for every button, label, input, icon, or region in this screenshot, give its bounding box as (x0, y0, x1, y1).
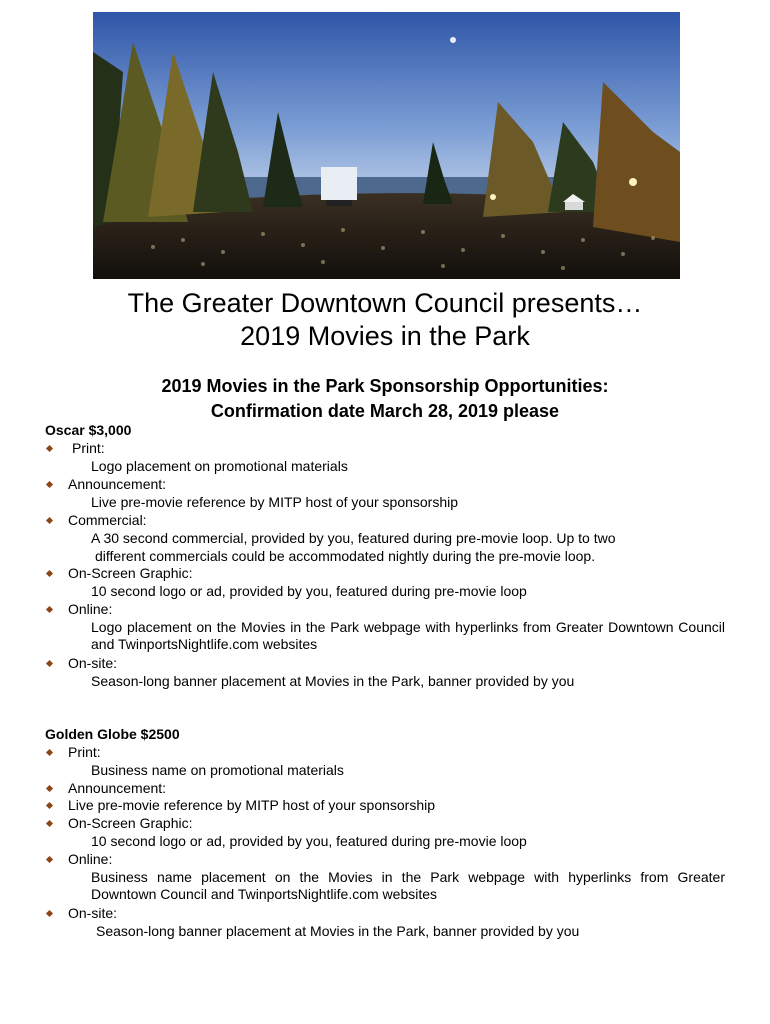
oscar-item-onscreen-detail: 10 second logo or ad, provided by you, featured during pre-movie loop (91, 583, 527, 599)
diamond-bullet-icon (46, 785, 53, 792)
diamond-bullet-icon (46, 606, 53, 613)
oscar-item-announcement-detail: Live pre-movie reference by MITP host of your sponsorship (91, 494, 459, 510)
park-crowd-illustration (93, 12, 680, 279)
oscar-item-commercial-detail-2: different commercials could be accommodated nightly during the pre-movie loop. (95, 548, 596, 564)
diamond-bullet-icon (46, 660, 53, 667)
oscar-tier-title: Oscar $3,000 (45, 422, 132, 438)
golden-globe-tier-title: Golden Globe $2500 (45, 726, 180, 742)
subtitle-line-1: 2019 Movies in the Park Sponsorship Opportunities: (161, 376, 609, 396)
diamond-bullet-icon (46, 481, 53, 488)
gg-item-print-detail: Business name on promotional materials (91, 762, 344, 778)
oscar-item-print-detail: Logo placement on promotional materials (91, 458, 348, 474)
oscar-item-onsite-detail: Season-long banner placement at Movies in the Park, banner provided by you (91, 673, 575, 689)
oscar-item-commercial-detail: A 30 second commercial, provided by you, featured during pre-movie loop. Up to two (91, 530, 616, 546)
title-line-1: The Greater Downtown Council presents… (127, 288, 643, 318)
subtitle-line-2: Confirmation date March 28, 2019 please (210, 401, 560, 421)
gg-item-onsite-detail: Season-long banner placement at Movies in the Park, banner provided by you (96, 923, 580, 939)
diamond-bullet-icon (46, 802, 53, 809)
gg-item-online-detail: Business name placement on the Movies in the Park webpage with hyperlinks from Greater Downtown Council and TwinportsNightlife.com websites (91, 869, 725, 902)
movies-in-park-photo (93, 12, 680, 279)
diamond-bullet-icon (46, 820, 53, 827)
oscar-item-online-detail: Logo placement on the Movies in the Park webpage with hyperlinks from Greater Downtown Council and TwinportsNightlife.com websites (91, 619, 725, 652)
diamond-bullet-icon (46, 856, 53, 863)
diamond-bullet-icon (46, 445, 53, 452)
diamond-bullet-icon (46, 517, 53, 524)
gg-item-onscreen-detail: 10 second logo or ad, provided by you, featured during pre-movie loop (91, 833, 527, 849)
diamond-bullet-icon (46, 570, 53, 577)
diamond-bullet-icon (46, 749, 53, 756)
title-line-2: 2019 Movies in the Park (240, 321, 530, 351)
diamond-bullet-icon (46, 910, 53, 917)
